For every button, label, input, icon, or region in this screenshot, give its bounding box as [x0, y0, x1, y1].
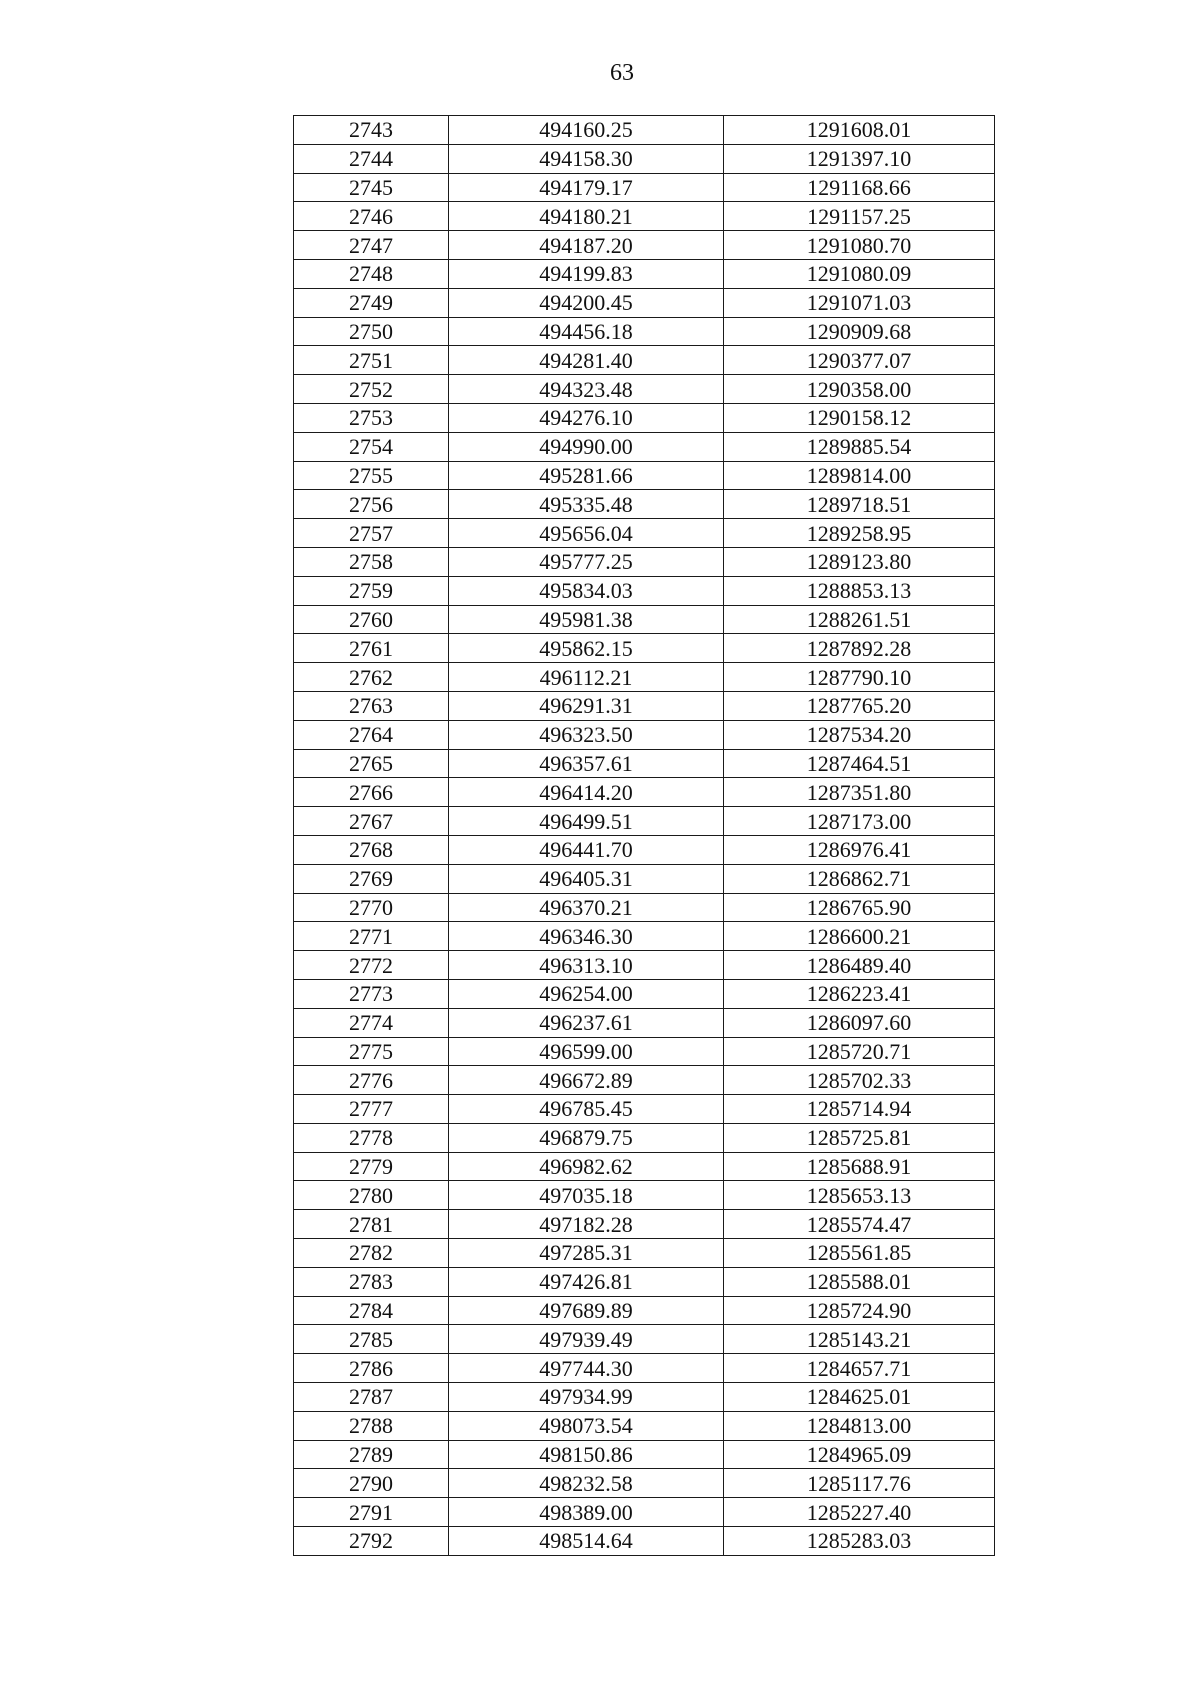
table-row	[294, 720, 995, 749]
x-coordinate-cell: 496672.89	[449, 1066, 724, 1095]
point-number-cell: 2784	[294, 1296, 449, 1325]
y-coordinate-cell: 1288261.51	[724, 605, 995, 634]
y-coordinate-cell: 1291071.03	[724, 288, 995, 317]
table-row	[294, 893, 995, 922]
y-coordinate-cell: 1290158.12	[724, 403, 995, 432]
table-row	[294, 1181, 995, 1210]
x-coordinate-cell: 496785.45	[449, 1095, 724, 1124]
table-row	[294, 317, 995, 346]
y-coordinate-cell: 1287351.80	[724, 778, 995, 807]
x-coordinate-cell: 494180.21	[449, 202, 724, 231]
x-coordinate-cell: 496357.61	[449, 749, 724, 778]
table-row	[294, 490, 995, 519]
x-coordinate-cell: 498232.58	[449, 1469, 724, 1498]
y-coordinate-cell: 1291080.70	[724, 231, 995, 260]
y-coordinate-cell: 1287765.20	[724, 691, 995, 720]
coordinates-table	[293, 115, 995, 1556]
x-coordinate-cell: 494990.00	[449, 432, 724, 461]
y-coordinate-cell: 1289258.95	[724, 519, 995, 548]
point-number-cell: 2769	[294, 864, 449, 893]
y-coordinate-cell: 1286097.60	[724, 1008, 995, 1037]
y-coordinate-cell: 1289123.80	[724, 547, 995, 576]
point-number-cell: 2756	[294, 490, 449, 519]
y-coordinate-cell: 1290377.07	[724, 346, 995, 375]
y-coordinate-cell: 1285702.33	[724, 1066, 995, 1095]
table-row	[294, 231, 995, 260]
y-coordinate-cell: 1284965.09	[724, 1440, 995, 1469]
point-number-cell: 2758	[294, 547, 449, 576]
point-number-cell: 2782	[294, 1239, 449, 1268]
y-coordinate-cell: 1284657.71	[724, 1354, 995, 1383]
y-coordinate-cell: 1289885.54	[724, 432, 995, 461]
table-row	[294, 634, 995, 663]
point-number-cell: 2787	[294, 1383, 449, 1412]
x-coordinate-cell: 496313.10	[449, 951, 724, 980]
x-coordinate-cell: 496441.70	[449, 835, 724, 864]
point-number-cell: 2751	[294, 346, 449, 375]
table-row	[294, 1527, 995, 1556]
table-row	[294, 979, 995, 1008]
point-number-cell: 2777	[294, 1095, 449, 1124]
x-coordinate-cell: 497285.31	[449, 1239, 724, 1268]
point-number-cell: 2776	[294, 1066, 449, 1095]
x-coordinate-cell: 496254.00	[449, 979, 724, 1008]
x-coordinate-cell: 496879.75	[449, 1123, 724, 1152]
point-number-cell: 2785	[294, 1325, 449, 1354]
x-coordinate-cell: 496237.61	[449, 1008, 724, 1037]
table-row	[294, 1152, 995, 1181]
table-row	[294, 173, 995, 202]
table-row	[294, 1210, 995, 1239]
y-coordinate-cell: 1290909.68	[724, 317, 995, 346]
x-coordinate-cell: 496323.50	[449, 720, 724, 749]
point-number-cell: 2760	[294, 605, 449, 634]
x-coordinate-cell: 497035.18	[449, 1181, 724, 1210]
x-coordinate-cell: 496405.31	[449, 864, 724, 893]
table-row	[294, 1296, 995, 1325]
x-coordinate-cell: 497939.49	[449, 1325, 724, 1354]
y-coordinate-cell: 1289814.00	[724, 461, 995, 490]
table-row	[294, 375, 995, 404]
point-number-cell: 2763	[294, 691, 449, 720]
x-coordinate-cell: 495834.03	[449, 576, 724, 605]
table-row	[294, 346, 995, 375]
table-row	[294, 1267, 995, 1296]
x-coordinate-cell: 498073.54	[449, 1411, 724, 1440]
x-coordinate-cell: 494160.25	[449, 116, 724, 145]
y-coordinate-cell: 1287534.20	[724, 720, 995, 749]
point-number-cell: 2747	[294, 231, 449, 260]
point-number-cell: 2746	[294, 202, 449, 231]
y-coordinate-cell: 1286600.21	[724, 922, 995, 951]
table-row	[294, 547, 995, 576]
table-row	[294, 1325, 995, 1354]
y-coordinate-cell: 1286862.71	[724, 864, 995, 893]
coordinates-table-body	[294, 116, 995, 1556]
table-row	[294, 288, 995, 317]
table-row	[294, 864, 995, 893]
table-row	[294, 202, 995, 231]
x-coordinate-cell: 496346.30	[449, 922, 724, 951]
table-row	[294, 403, 995, 432]
point-number-cell: 2779	[294, 1152, 449, 1181]
point-number-cell: 2745	[294, 173, 449, 202]
y-coordinate-cell: 1285688.91	[724, 1152, 995, 1181]
point-number-cell: 2759	[294, 576, 449, 605]
point-number-cell: 2757	[294, 519, 449, 548]
x-coordinate-cell: 494179.17	[449, 173, 724, 202]
point-number-cell: 2768	[294, 835, 449, 864]
point-number-cell: 2791	[294, 1498, 449, 1527]
point-number-cell: 2762	[294, 663, 449, 692]
point-number-cell: 2772	[294, 951, 449, 980]
x-coordinate-cell: 497426.81	[449, 1267, 724, 1296]
x-coordinate-cell: 494187.20	[449, 231, 724, 260]
x-coordinate-cell: 497182.28	[449, 1210, 724, 1239]
y-coordinate-cell: 1285227.40	[724, 1498, 995, 1527]
point-number-cell: 2755	[294, 461, 449, 490]
point-number-cell: 2767	[294, 807, 449, 836]
point-number-cell: 2783	[294, 1267, 449, 1296]
table-row	[294, 1354, 995, 1383]
table-row	[294, 922, 995, 951]
point-number-cell: 2781	[294, 1210, 449, 1239]
y-coordinate-cell: 1291608.01	[724, 116, 995, 145]
x-coordinate-cell: 496112.21	[449, 663, 724, 692]
table-row	[294, 835, 995, 864]
table-row	[294, 461, 995, 490]
point-number-cell: 2773	[294, 979, 449, 1008]
table-row	[294, 432, 995, 461]
x-coordinate-cell: 494281.40	[449, 346, 724, 375]
y-coordinate-cell: 1286489.40	[724, 951, 995, 980]
y-coordinate-cell: 1286976.41	[724, 835, 995, 864]
table-row	[294, 1066, 995, 1095]
table-row	[294, 1037, 995, 1066]
table-row	[294, 1095, 995, 1124]
point-number-cell: 2774	[294, 1008, 449, 1037]
y-coordinate-cell: 1288853.13	[724, 576, 995, 605]
y-coordinate-cell: 1287892.28	[724, 634, 995, 663]
x-coordinate-cell: 494276.10	[449, 403, 724, 432]
point-number-cell: 2752	[294, 375, 449, 404]
point-number-cell: 2790	[294, 1469, 449, 1498]
point-number-cell: 2788	[294, 1411, 449, 1440]
table-row	[294, 1008, 995, 1037]
x-coordinate-cell: 497689.89	[449, 1296, 724, 1325]
x-coordinate-cell: 494200.45	[449, 288, 724, 317]
point-number-cell: 2748	[294, 259, 449, 288]
x-coordinate-cell: 495335.48	[449, 490, 724, 519]
table-row	[294, 1469, 995, 1498]
point-number-cell: 2753	[294, 403, 449, 432]
y-coordinate-cell: 1286765.90	[724, 893, 995, 922]
point-number-cell: 2766	[294, 778, 449, 807]
y-coordinate-cell: 1291080.09	[724, 259, 995, 288]
point-number-cell: 2750	[294, 317, 449, 346]
y-coordinate-cell: 1290358.00	[724, 375, 995, 404]
x-coordinate-cell: 495862.15	[449, 634, 724, 663]
y-coordinate-cell: 1285714.94	[724, 1095, 995, 1124]
x-coordinate-cell: 494199.83	[449, 259, 724, 288]
x-coordinate-cell: 496414.20	[449, 778, 724, 807]
table-row	[294, 519, 995, 548]
y-coordinate-cell: 1285143.21	[724, 1325, 995, 1354]
table-row	[294, 1239, 995, 1268]
y-coordinate-cell: 1285561.85	[724, 1239, 995, 1268]
point-number-cell: 2764	[294, 720, 449, 749]
y-coordinate-cell: 1284813.00	[724, 1411, 995, 1440]
point-number-cell: 2754	[294, 432, 449, 461]
point-number-cell: 2761	[294, 634, 449, 663]
point-number-cell: 2749	[294, 288, 449, 317]
table-row	[294, 663, 995, 692]
table-row	[294, 778, 995, 807]
table-row	[294, 691, 995, 720]
point-number-cell: 2775	[294, 1037, 449, 1066]
x-coordinate-cell: 496370.21	[449, 893, 724, 922]
point-number-cell: 2765	[294, 749, 449, 778]
y-coordinate-cell: 1286223.41	[724, 979, 995, 1008]
table-row	[294, 144, 995, 173]
x-coordinate-cell: 494158.30	[449, 144, 724, 173]
page-number: 63	[610, 60, 634, 86]
point-number-cell: 2786	[294, 1354, 449, 1383]
y-coordinate-cell: 1291157.25	[724, 202, 995, 231]
table-row	[294, 1440, 995, 1469]
y-coordinate-cell: 1284625.01	[724, 1383, 995, 1412]
y-coordinate-cell: 1285588.01	[724, 1267, 995, 1296]
x-coordinate-cell: 498389.00	[449, 1498, 724, 1527]
x-coordinate-cell: 497934.99	[449, 1383, 724, 1412]
x-coordinate-cell: 494323.48	[449, 375, 724, 404]
point-number-cell: 2770	[294, 893, 449, 922]
y-coordinate-cell: 1285283.03	[724, 1527, 995, 1556]
y-coordinate-cell: 1285653.13	[724, 1181, 995, 1210]
point-number-cell: 2771	[294, 922, 449, 951]
table-row	[294, 1123, 995, 1152]
table-row	[294, 1498, 995, 1527]
x-coordinate-cell: 494456.18	[449, 317, 724, 346]
x-coordinate-cell: 496499.51	[449, 807, 724, 836]
x-coordinate-cell: 496291.31	[449, 691, 724, 720]
table-row	[294, 605, 995, 634]
table-row	[294, 951, 995, 980]
table-row	[294, 749, 995, 778]
y-coordinate-cell: 1289718.51	[724, 490, 995, 519]
y-coordinate-cell: 1287173.00	[724, 807, 995, 836]
point-number-cell: 2744	[294, 144, 449, 173]
x-coordinate-cell: 495281.66	[449, 461, 724, 490]
y-coordinate-cell: 1287464.51	[724, 749, 995, 778]
x-coordinate-cell: 498514.64	[449, 1527, 724, 1556]
y-coordinate-cell: 1285720.71	[724, 1037, 995, 1066]
point-number-cell: 2780	[294, 1181, 449, 1210]
x-coordinate-cell: 495981.38	[449, 605, 724, 634]
point-number-cell: 2743	[294, 116, 449, 145]
y-coordinate-cell: 1291397.10	[724, 144, 995, 173]
table-row	[294, 807, 995, 836]
y-coordinate-cell: 1287790.10	[724, 663, 995, 692]
x-coordinate-cell: 496599.00	[449, 1037, 724, 1066]
y-coordinate-cell: 1285574.47	[724, 1210, 995, 1239]
x-coordinate-cell: 495777.25	[449, 547, 724, 576]
y-coordinate-cell: 1291168.66	[724, 173, 995, 202]
y-coordinate-cell: 1285725.81	[724, 1123, 995, 1152]
table-row	[294, 116, 995, 145]
table-row	[294, 1383, 995, 1412]
table-row	[294, 576, 995, 605]
point-number-cell: 2778	[294, 1123, 449, 1152]
x-coordinate-cell: 495656.04	[449, 519, 724, 548]
y-coordinate-cell: 1285724.90	[724, 1296, 995, 1325]
y-coordinate-cell: 1285117.76	[724, 1469, 995, 1498]
point-number-cell: 2789	[294, 1440, 449, 1469]
x-coordinate-cell: 498150.86	[449, 1440, 724, 1469]
table-row	[294, 259, 995, 288]
table-row	[294, 1411, 995, 1440]
x-coordinate-cell: 496982.62	[449, 1152, 724, 1181]
x-coordinate-cell: 497744.30	[449, 1354, 724, 1383]
point-number-cell: 2792	[294, 1527, 449, 1556]
